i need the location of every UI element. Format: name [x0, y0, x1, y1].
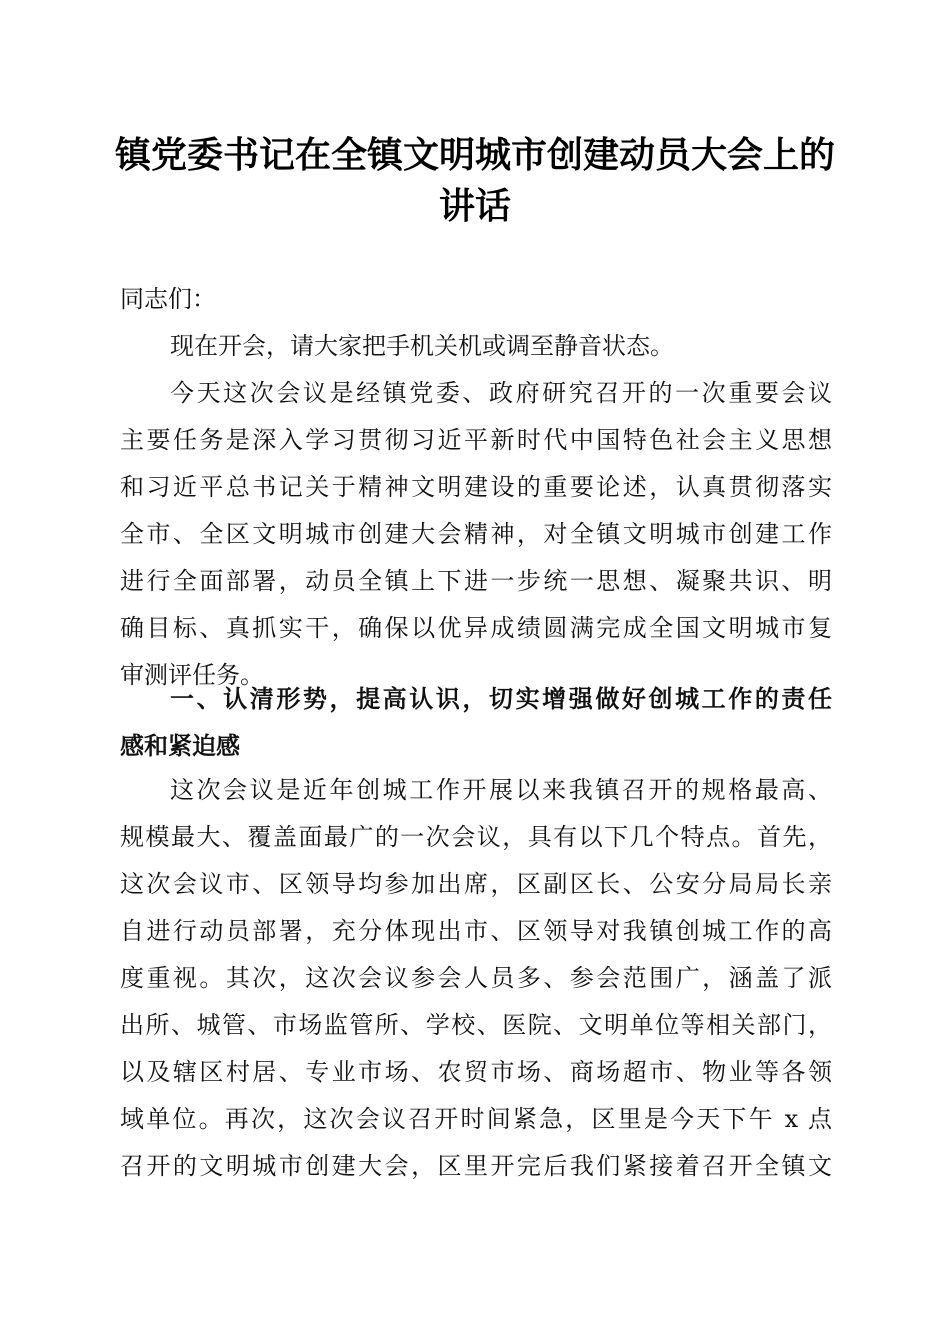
document-title-line-1: 镇党委书记在全镇文明城市创建动员大会上的 — [114, 134, 835, 176]
heading-line: 一、认清形势，提高认识，切实增强做好创城工作的责任 — [170, 685, 832, 713]
paragraph-line: 今天这次会议是经镇党委、政府研究召开的一次重要会议 — [170, 379, 832, 407]
salutation-text: 同志们： — [120, 285, 216, 313]
paragraph-1 — [120, 323, 832, 370]
paragraph-line: 召开的文明城市创建大会，区里开完后我们紧接着召开全镇文 — [120, 1152, 832, 1180]
paragraph-line: 自进行动员部署，充分体现出市、区领导对我镇创城工作的高 — [120, 917, 832, 945]
document-title-line-2: 讲话 — [438, 185, 511, 227]
paragraph-line: 出所、城管、市场监管所、学校、医院、文明单位等相关部门， — [120, 1011, 832, 1039]
heading-line: 感和紧迫感 — [120, 732, 240, 760]
paragraph-line: 确目标、真抓实干，确保以优异成绩圆满完成全国文明城市复 — [120, 614, 832, 642]
paragraph-line: 全市、全区文明城市创建大会精神，对全镇文明城市创建工作 — [120, 520, 832, 548]
paragraph-line: 这次会议是近年创城工作开展以来我镇召开的规格最高、 — [170, 776, 832, 804]
paragraph-3 — [120, 767, 832, 1190]
section-heading-1 — [120, 676, 832, 770]
paragraph-line: 规模最大、覆盖面最广的一次会议，具有以下几个特点。首先， — [120, 823, 832, 851]
paragraph-line: 审测评任务。 — [120, 661, 264, 689]
paragraph-line: 进行全面部署，动员全镇上下进一步统一思想、凝聚共识、明 — [120, 567, 832, 595]
paragraph-line: 主要任务是深入学习贯彻习近平新时代中国特色社会主义思想 — [120, 426, 832, 454]
paragraph-line: 以及辖区村居、专业市场、农贸市场、商场超市、物业等各领 — [120, 1058, 832, 1086]
paragraph-line: 度重视。其次，这次会议参会人员多、参会范围广，涵盖了派 — [120, 964, 832, 992]
salutation — [120, 276, 832, 323]
paragraph-line: 域单位。再次，这次会议召开时间紧急，区里是今天下午 x 点 — [120, 1105, 832, 1133]
paragraph-line: 现在开会，请大家把手机关机或调至静音状态。 — [170, 332, 674, 360]
paragraph-2 — [120, 370, 832, 699]
paragraph-line: 和习近平总书记关于精神文明建设的重要论述，认真贯彻落实 — [120, 473, 832, 501]
paragraph-line: 这次会议市、区领导均参加出席，区副区长、公安分局局长亲 — [120, 870, 832, 898]
